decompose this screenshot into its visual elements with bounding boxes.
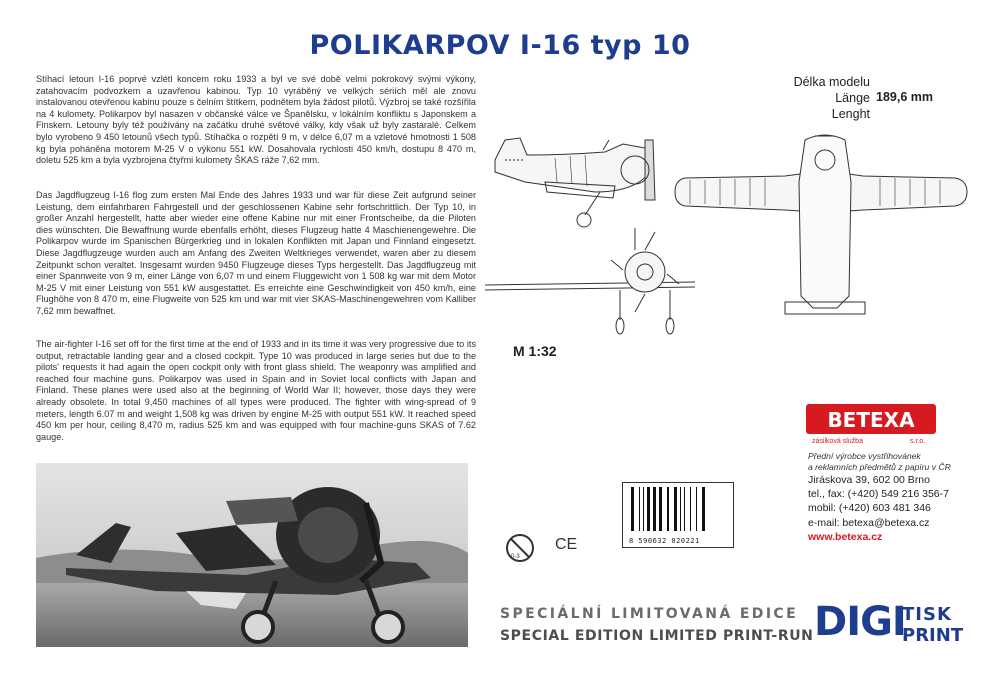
barcode-bar [696, 487, 697, 531]
description-en: The air-fighter I-16 set off for the first time at the end of 1933 and in its time it was very progressive due to its output, retractable landing gear and a closed cockpit. Type 10 was produced in large series but due to the pilots' requests it had again the open cockpit only with front glass shield. The weaponry was amplified and reached four machine guns. Polikarpov was used in Spain and in Soviet local conflicts with Japan and Finland. These planes were used also at the beginning of World War II; however, those days they were already obsolete. In total 9,450 machines of all types were produced. The fighter with wing-spread of 9 meters, length 6.07 m and weight 1,508 kg was driven by engine M-25 with output 551 kW. It reached speed 450 km per hour, ceiling 8,470 m, radius 525 km and was equipped with four machine-guns SKAS of 7.62 gauge. [36, 339, 476, 442]
digi-tisk: TISK [902, 604, 952, 625]
digi-logo: DIGI [814, 599, 906, 645]
side-view [495, 138, 655, 227]
contact-tel: tel., fax: (+420) 549 216 356-7 [808, 488, 949, 500]
contact-web[interactable]: www.betexa.cz [808, 531, 883, 544]
barcode-bar [702, 487, 705, 531]
edition-en: SPECIAL EDITION LIMITED PRINT-RUN [500, 628, 814, 644]
barcode-bar [690, 487, 691, 531]
edition-cz: SPECIÁLNÍ LIMITOVANÁ EDICE [500, 606, 799, 622]
barcode-bar [680, 487, 681, 531]
barcode-bar [667, 487, 669, 531]
front-view [485, 228, 695, 334]
barcode-bar [674, 487, 677, 531]
page-title: POLIKARPOV I-16 typ 10 [309, 30, 691, 61]
scale-label: M 1:32 [513, 343, 557, 359]
contact-email[interactable]: e-mail: betexa@betexa.cz [808, 516, 930, 529]
contact-address: Jiráskova 39, 602 00 Brno [808, 473, 930, 486]
barcode-number: 8 590632 020221 [629, 537, 700, 545]
age-warning-icon [505, 533, 535, 568]
model-length-value: 189,6 mm [876, 90, 933, 104]
contact-mobil: mobil: (+420) 603 481 346 [808, 502, 931, 515]
barcode-bar [639, 487, 640, 531]
description-de: Das Jagdflugzeug I-16 flog zum ersten Mal Ende des Jahres 1933 und war für diese Zeit aufgrund seiner Leistung, dem einfahrbaren Fahrgestell und der geschlossenen Kabine sehr fortschrittlich. Der Typ 10, in großer Anzahl hergestellt, hatte aber wieder eine offene Kabine nur mit einer Frontscheibe, da die Piloten dies wünschten. Die Bewaffnung wurde ebenfalls erhöht, dieses Flugzeug hatte 4 Maschienengewehre. Die Polikarpov wurde im Spanischen Bürgerkrieg und in lokalen Konflikten mit Japan und Finnland eingesetzt. Diese Jagdflugzeuge wurden auch am Anfang des Zweiten Weltkrieges verwendet, waren aber zu diesem Zeitpunkt schon veraltet. Insgesamt wurden 9450 Flugzeuge dieses Typs hergestellt. Das Jagdflugzeug mit einer Spannweite von 9 m, einer Länge von 6,07 m und einem Fluggewicht von 1 508 kg war mit dem Motor M-25 V mit einer Leistung von 551 kW ausgestattet. Es erreichte eine Geschwindigkeit von 450 km/h, eine Flughöhe von 8 470 m, eine Flugweite von 525 km und war mit vier SKAS-Maschinengewehren vom Kalliber 7,62 mm bewaffnet. [36, 190, 476, 316]
digi-print: PRINT [902, 625, 964, 646]
top-view [675, 135, 967, 314]
logo-tagline: zásilková služba [812, 438, 863, 445]
ce-mark: CE [555, 536, 578, 553]
barcode-bar [643, 487, 644, 531]
description-cz: Stíhací letoun I-16 poprvé vzlétl koncem roku 1933 a byl ve své době velmi pokrokový svými výkony, zatahovacím podvozkem a uzavřenou kabinou. Typ 10 vyráběný ve velkých sériích měl ale znovu instalovanou otevřenou kabinu pouze s čelním štítkem, podnětem byla žádost pilotů. Výzbroj se také rozšířila na 4 kulomety. Polikarpov byl nasazen v občanské válce ve Španělsku, v lokálním konfliktu s Japonskem a Finskem. Letouny byly též používány na začátku druhé světové války, kdy však už byly zastaralé. Celkem bylo vyrobeno 9 450 letounů všech typů. Stíhačka o rozpětí 9 m, v délce 6,07 m a vzletové hmotnosti 1 508 kg byla poháněna motorem M-25 V o výkonu 551 kW. Dosahovala rychlosti 450 km/h, dostupu 8 470 m, doletu 525 km a byla vyzbrojena čtyřmi kulomety ŠKAS ráže 7,62 mm. [36, 74, 476, 166]
historical-photo [36, 463, 468, 647]
barcode-bar [659, 487, 662, 531]
barcode-bar [647, 487, 650, 531]
age-warning-text: 0-3 [511, 554, 520, 560]
logo-name: BETEXA [827, 408, 915, 432]
barcode-bar [631, 487, 634, 531]
aircraft-technical-drawing [485, 100, 980, 340]
model-length-label-en: Lenght [831, 107, 870, 121]
barcode-bar [653, 487, 656, 531]
betexa-logo [806, 404, 936, 446]
contact-tagline-1: Přední výrobce vystřihovánek [808, 451, 921, 461]
logo-suffix: s.r.o. [910, 438, 926, 445]
barcode-bar [684, 487, 685, 531]
barcode [622, 482, 734, 548]
model-length-label-de: Länge [835, 91, 870, 105]
model-length-label-cz: Délka modelu [793, 75, 870, 89]
contact-tagline-2: a reklamních předmětů z papíru v ČR [808, 461, 951, 472]
contact-block [808, 451, 951, 545]
barcode-bars [631, 487, 725, 531]
